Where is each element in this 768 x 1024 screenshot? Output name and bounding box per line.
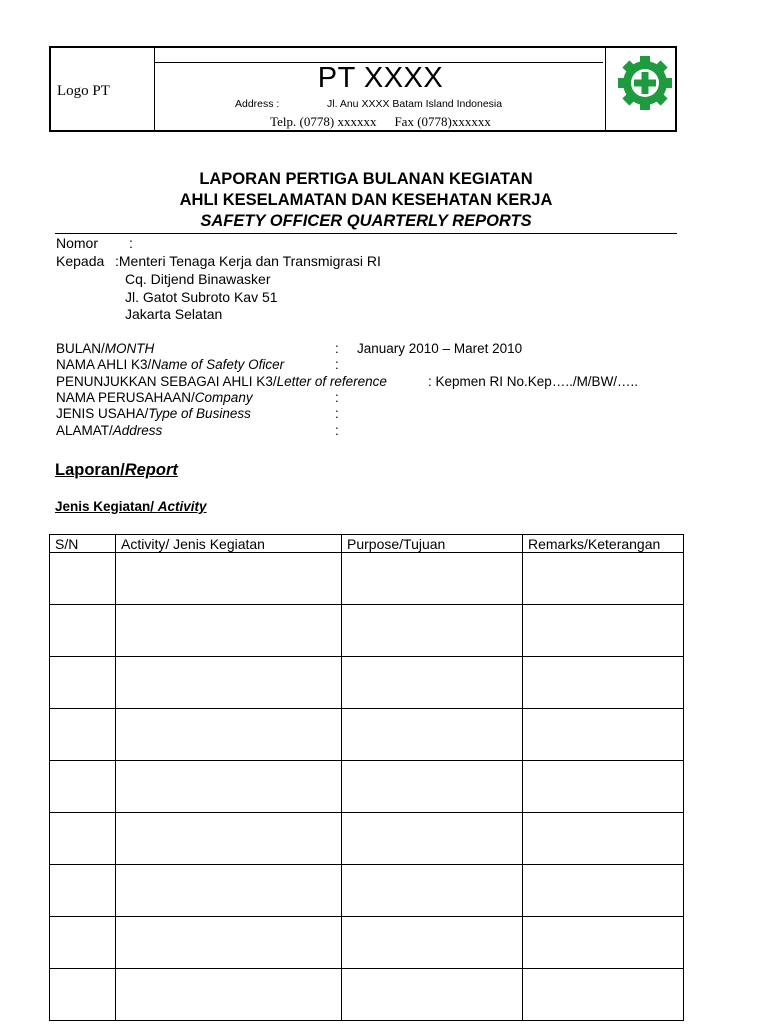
table-cell[interactable] (50, 605, 116, 657)
table-cell[interactable] (523, 553, 684, 605)
alamat-label: ALAMAT/Address (56, 423, 163, 438)
table-cell[interactable] (342, 917, 523, 969)
table-row (50, 865, 684, 917)
nama-ahli-label: NAMA AHLI K3/Name of Safety Oficer (56, 357, 285, 372)
table-cell[interactable] (342, 813, 523, 865)
table-cell[interactable] (523, 761, 684, 813)
table-cell[interactable] (116, 813, 342, 865)
table-row (50, 657, 684, 709)
kepada-line-3: Jl. Gatot Subroto Kav 51 (125, 289, 278, 305)
title-line-3: SAFETY OFFICER QUARTERLY REPORTS (200, 212, 532, 230)
table-cell[interactable] (523, 917, 684, 969)
table-row (50, 813, 684, 865)
table-cell[interactable] (50, 761, 116, 813)
col-header-purpose: Purpose/Tujuan (342, 535, 523, 553)
table-row (50, 761, 684, 813)
table-cell[interactable] (50, 709, 116, 761)
table-cell[interactable] (523, 865, 684, 917)
telp-text: Telp. (0778) xxxxxx (270, 114, 377, 129)
table-cell[interactable] (116, 865, 342, 917)
perusahaan-label: NAMA PERUSAHAAN/Company (56, 390, 253, 405)
table-row (50, 605, 684, 657)
jenis-usaha-colon: : (335, 406, 339, 421)
table-cell[interactable] (50, 657, 116, 709)
table-cell[interactable] (116, 917, 342, 969)
bulan-value: January 2010 – Maret 2010 (357, 341, 523, 356)
activity-subheading: Jenis Kegiatan/ Activity (55, 499, 207, 514)
col-header-remarks: Remarks/Keterangan (523, 535, 684, 553)
col-header-activity: Activity/ Jenis Kegiatan (116, 535, 342, 553)
col-header-sn: S/N (50, 535, 116, 553)
nomor-colon: : (129, 235, 133, 251)
table-cell[interactable] (342, 553, 523, 605)
table-cell[interactable] (50, 969, 116, 1021)
table-cell[interactable] (116, 657, 342, 709)
table-cell[interactable] (523, 813, 684, 865)
company-name: PT XXXX (317, 62, 444, 94)
address-label: Address : (235, 98, 280, 110)
table-cell[interactable] (50, 813, 116, 865)
table-row (50, 917, 684, 969)
nama-ahli-colon: : (335, 357, 339, 372)
table-cell[interactable] (116, 969, 342, 1021)
report-heading: Laporan/Report (55, 461, 178, 479)
title-underline (55, 233, 677, 234)
penunjukkan-value: : Kepmen RI No.Kep…../M/BW/….. (428, 374, 639, 389)
table-row (50, 969, 684, 1021)
fax-text: Fax (0778)xxxxxx (394, 114, 491, 129)
bulan-label: BULAN/MONTH (56, 341, 155, 356)
bulan-colon: : (335, 341, 339, 356)
table-cell[interactable] (50, 553, 116, 605)
table-cell[interactable] (342, 709, 523, 761)
kepada-line-4: Jakarta Selatan (125, 306, 223, 322)
activity-table (49, 534, 684, 1021)
table-cell[interactable] (523, 605, 684, 657)
table-cell[interactable] (342, 969, 523, 1021)
perusahaan-colon: : (335, 390, 339, 405)
alamat-colon: : (335, 423, 339, 438)
table-cell[interactable] (50, 917, 116, 969)
kepada-label: Kepada (56, 253, 105, 269)
contact-line (154, 114, 607, 130)
table-cell[interactable] (50, 865, 116, 917)
table-cell[interactable] (523, 657, 684, 709)
penunjukkan-label: PENUNJUKKAN SEBAGAI AHLI K3/Letter of reference (56, 374, 387, 389)
logo-placeholder: Logo PT (57, 83, 110, 99)
table-cell[interactable] (342, 761, 523, 813)
table-cell[interactable] (116, 709, 342, 761)
title-line-1: LAPORAN PERTIGA BULANAN KEGIATAN (199, 170, 533, 188)
table-cell[interactable] (342, 657, 523, 709)
table-cell[interactable] (116, 553, 342, 605)
k3-gear-cross-icon (610, 48, 680, 118)
table-cell[interactable] (523, 709, 684, 761)
table-row (50, 553, 684, 605)
table-cell[interactable] (342, 605, 523, 657)
jenis-usaha-label: JENIS USAHA/Type of Business (56, 406, 251, 421)
letterhead-box (49, 46, 677, 132)
title-line-2: AHLI KESELAMATAN DAN KESEHATAN KERJA (179, 191, 553, 209)
address-value: Jl. Anu XXXX Batam Island Indonesia (327, 98, 503, 110)
table-cell[interactable] (342, 865, 523, 917)
table-header-row (50, 535, 684, 553)
kepada-value: :Menteri Tenaga Kerja dan Transmigrasi RI (115, 253, 381, 269)
table-cell[interactable] (116, 761, 342, 813)
table-cell[interactable] (116, 605, 342, 657)
table-cell[interactable] (523, 969, 684, 1021)
nomor-label: Nomor (56, 235, 99, 251)
table-row (50, 709, 684, 761)
kepada-line-2: Cq. Ditjend Binawasker (125, 271, 271, 287)
